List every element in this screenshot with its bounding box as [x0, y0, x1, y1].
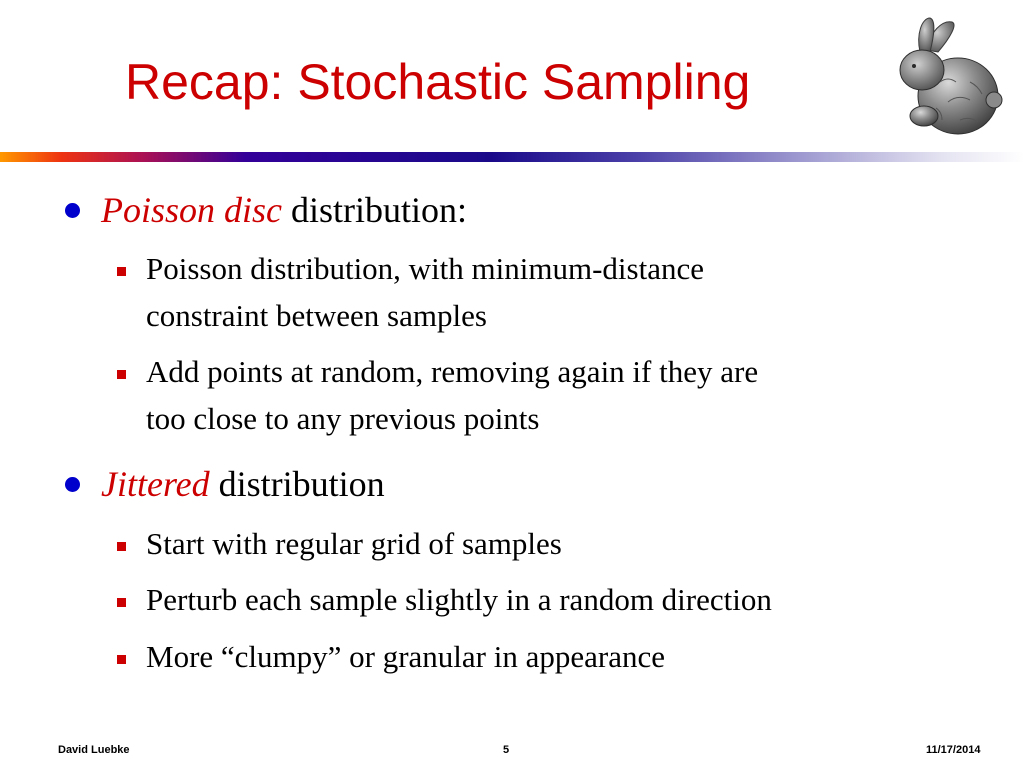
round-bullet-icon [65, 477, 80, 492]
footer-date: 11/17/2014 [926, 744, 981, 756]
sub-bullet [146, 576, 772, 623]
bullet-poisson-disc [101, 190, 467, 230]
sub-bullet [146, 348, 758, 442]
footer-page-number: 5 [503, 744, 510, 756]
bullet-accent-term: Poisson disc [101, 190, 283, 230]
round-bullet-icon [65, 203, 80, 218]
sub-bullet-line: Add points at random, removing again if they are [146, 354, 759, 389]
square-bullet-icon [117, 598, 126, 607]
slide-title: Recap: Stochastic Sampling [125, 54, 751, 110]
sub-bullet-line: constraint between samples [146, 298, 487, 333]
sub-bullet [146, 245, 704, 339]
footer-author: David Luebke [58, 744, 130, 756]
bullet-text: distribution: [282, 190, 468, 230]
sub-bullet [146, 633, 665, 680]
bullet-text: distribution [209, 464, 385, 504]
sub-bullet-line: Poisson distribution, with minimum-distance [146, 251, 704, 286]
sub-bullet-line: Start with regular grid of samples [146, 526, 562, 561]
bullet-jittered [101, 464, 385, 504]
bullet-accent-term: Jittered [101, 464, 210, 504]
sub-bullet-line: too close to any previous points [146, 401, 540, 436]
square-bullet-icon [117, 655, 126, 664]
square-bullet-icon [117, 370, 126, 379]
square-bullet-icon [117, 542, 126, 551]
square-bullet-icon [117, 267, 126, 276]
sub-bullet-line: More “clumpy” or granular in appearance [146, 639, 665, 674]
sub-bullet-line: Perturb each sample slightly in a random direction [146, 582, 772, 617]
sub-bullet [146, 520, 562, 567]
